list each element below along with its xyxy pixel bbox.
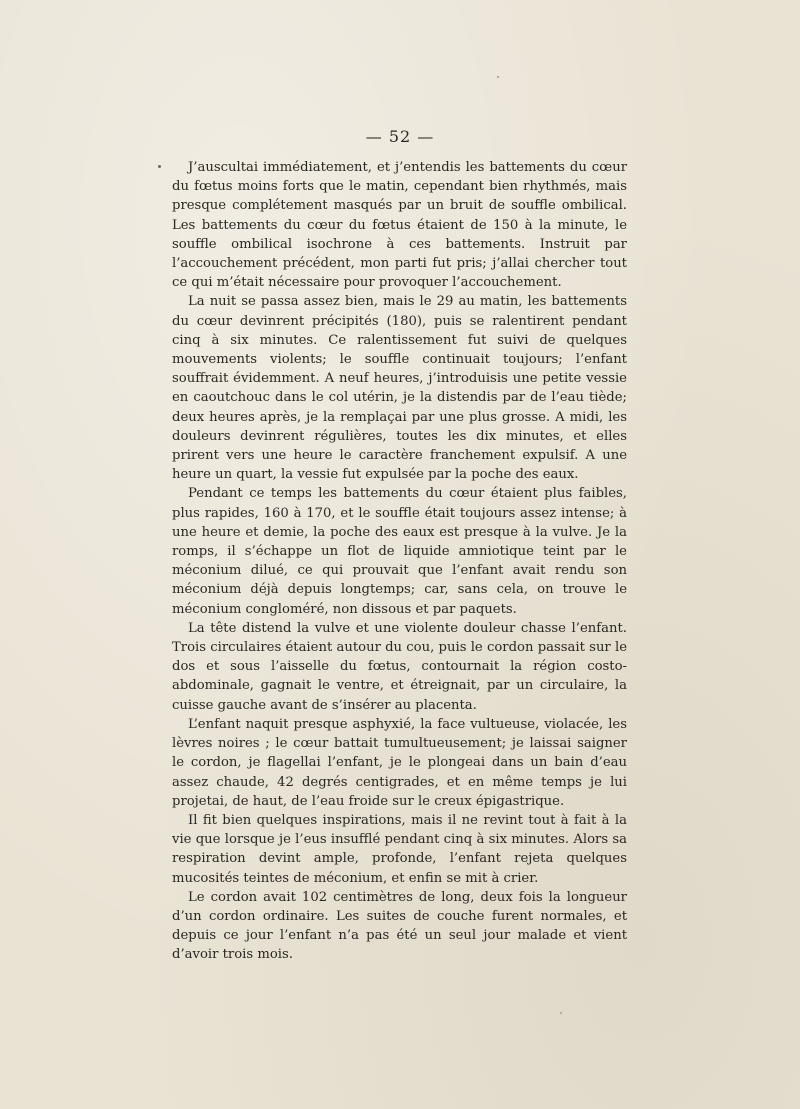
paragraph: L’enfant naquit presque asphyxié, la face vultueuse, violacée, les lèvres noires ; le cœur battait tumultueusement; je laissai saigner le cordon, je flagellai l’enfant, je le plongeai dans un bain d’eau assez chaude, 42 degrés centigrades, et en même temps je lui projetai, de haut, de l’eau froide sur le creux épigastrique. <box>172 716 627 809</box>
paragraph: La tête distend la vulve et une violente douleur chasse l’enfant. Trois circulaires étaient autour du cou, puis le cordon passait sur le dos et sous l’aisselle du fœtus, contournait la région costo-abdominale, gagnait le ventre, et étreignait, par un circulaire, la cuisse gauche avant de s’insérer au placenta. <box>172 620 627 713</box>
paragraph: Il fit bien quelques inspirations, mais il ne revint tout à fait à la vie que lorsque je l’eus insufflé pendant cinq à six minutes. Alors sa respiration devint ample, profonde, l’enfant rejeta quelques mucosités teintes de méconium, et enfin se mit à crier. <box>172 812 627 886</box>
paper-speck <box>560 1012 562 1014</box>
paragraph: Le cordon avait 102 centimètres de long, deux fois la longueur d’un cordon ordinaire. Les suites de couche furent normales, et depuis ce jour l’enfant n’a pas été un seul jour malade et vient d’avoir trois mois. <box>172 889 627 963</box>
paper-speck <box>158 165 161 168</box>
paragraph: J’auscultai immédiatement, et j’entendis les battements du cœur du fœtus moins forts que le matin, cependant bien rhythmés, mais presque complétement masqués par un bruit de souffle ombilical. Les battements du cœur du fœtus étaient de 150 à la minute, le souffle ombilical isochrone à ces battements. Instruit par l’accouchement précédent, mon parti fut pris; j’allai chercher tout ce qui m’était nécessaire pour provoquer l’accouchement. <box>172 160 627 291</box>
paragraph: La nuit se passa assez bien, mais le 29 au matin, les battements du cœur devinrent précipités (180), puis se ralentirent pendant cinq à six minutes. Ce ralentissement fut suivi de quelques mouvements violents; le souffle continuait toujours; l’enfant souffrait évidemment. A neuf heures, j’introduisis une petite vessie en caoutchouc dans le col utérin, je la distendis par de l’eau tiède; deux heures après, je la remplaçai par une plus grosse. A midi, les douleurs devinrent régulières, toutes les dix minutes, et elles prirent vers une heure le caractère franchement expulsif. A une heure un quart, la vessie fut expulsée par la poche des eaux. <box>172 294 627 483</box>
page-number: — 52 — <box>365 127 435 146</box>
body-text <box>172 158 627 965</box>
paper-speck <box>497 76 499 78</box>
paragraph: Pendant ce temps les battements du cœur étaient plus faibles, plus rapides, 160 à 170, et le souffle était toujours assez intense; à une heure et demie, la poche des eaux est presque à la vulve. Je la romps, il s’échappe un flot de liquide amniotique teint par le méconium dilué, ce qui prouvait que l’enfant avait rendu son méconium déjà depuis longtemps; car, sans cela, on trouve le méconium congloméré, non dissous et par paquets. <box>172 486 627 617</box>
